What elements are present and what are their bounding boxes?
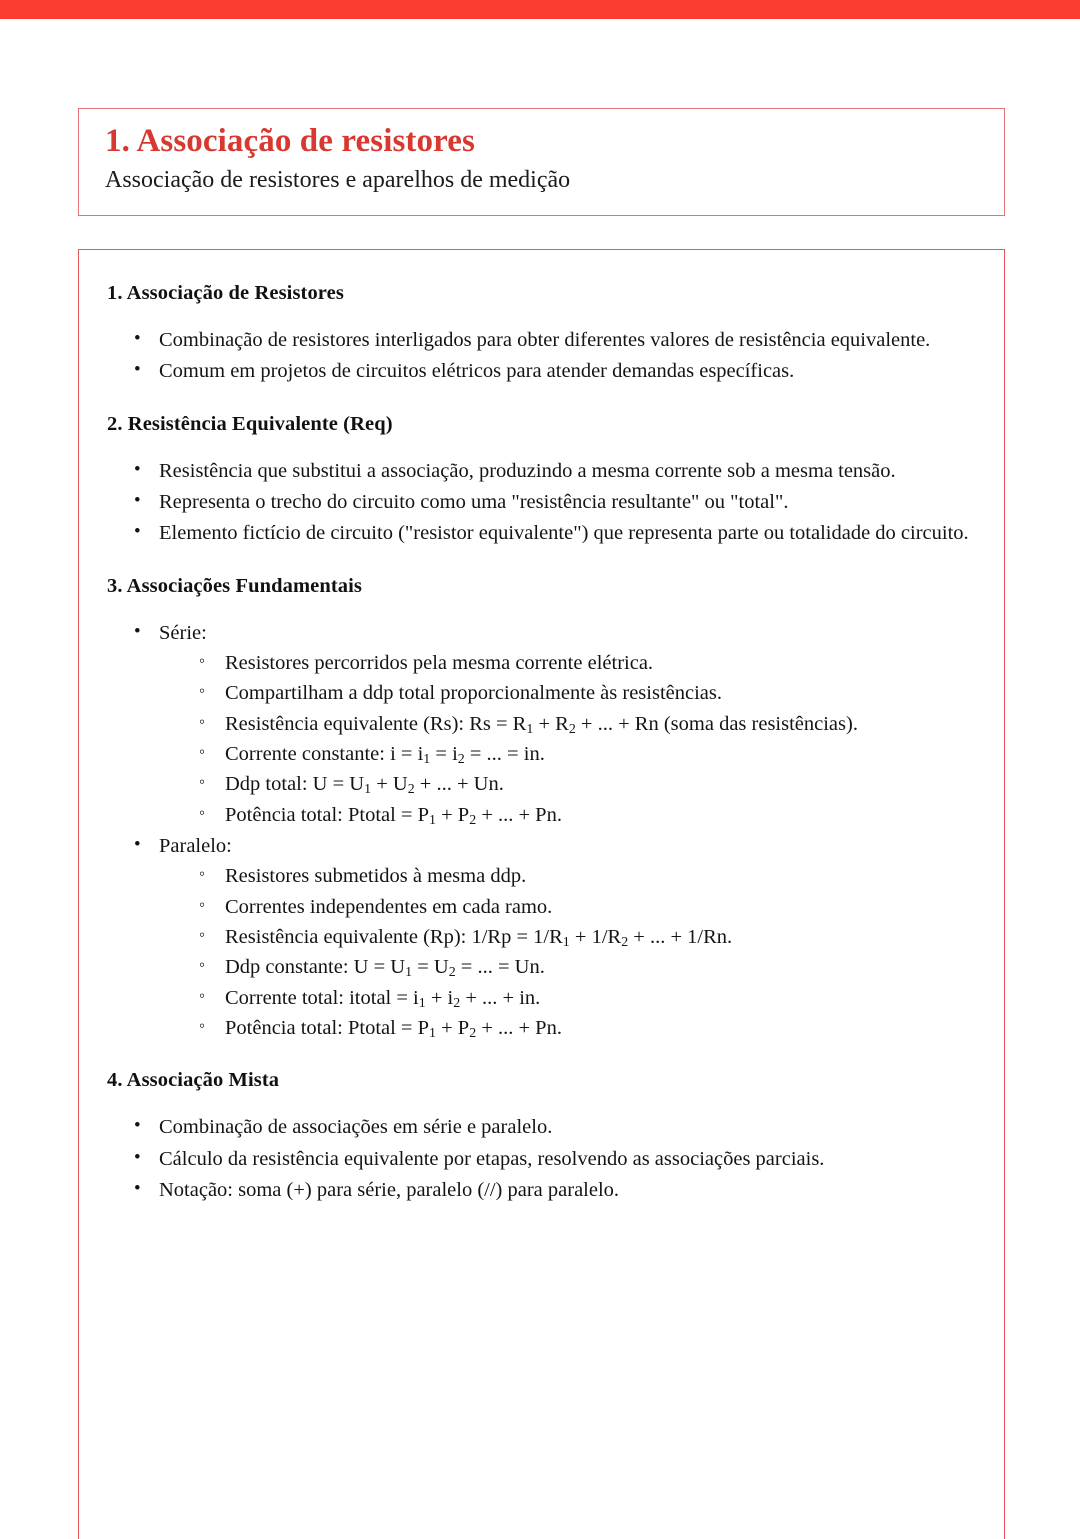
sub-list-item <box>195 739 970 769</box>
sub-list-item <box>195 861 970 891</box>
list-item-group <box>129 618 970 830</box>
list-item <box>129 325 970 355</box>
list-item <box>129 1175 970 1205</box>
list-item <box>129 518 970 548</box>
page-title: 1. Associação de resistores <box>105 123 475 159</box>
page-subtitle: Associação de resistores e aparelhos de medição <box>105 166 571 193</box>
sub-list-item <box>195 800 970 830</box>
sub-bullet-list <box>159 861 970 1043</box>
sub-list-item <box>195 678 970 708</box>
list-item-text: • Representa o trecho do circuito como uma "resistência resultante" ou "total". <box>159 487 970 517</box>
sub-list-item-text: ◦ Corrente constante: $i = i_1 = i_2$ = ... = in. <box>225 739 970 769</box>
sub-list-item-text: ◦ Resistores percorridos pela mesma corrente elétrica. <box>225 648 970 678</box>
sub-bullet-list <box>159 648 970 830</box>
list-item-text: • Notação: soma (+) para série, paralelo (//) para paralelo. <box>159 1175 970 1205</box>
sections-container <box>107 282 970 1205</box>
sub-list-item-text: ◦ Corrente total: itotal = $i_1 + i_2$ + ... + in. <box>225 983 970 1013</box>
list-item <box>129 487 970 517</box>
group-label: • Série: <box>159 618 970 648</box>
content-section <box>107 413 970 549</box>
bullet-list <box>107 618 970 1044</box>
list-item <box>129 456 970 486</box>
list-item <box>129 1144 970 1174</box>
sub-list-item <box>195 769 970 799</box>
document-header-box <box>78 108 1005 216</box>
sub-list-item-text: ◦ Potência total: Ptotal = $P_1 + P_2$ + ... + Pn. <box>225 1013 970 1043</box>
list-item <box>129 1112 970 1142</box>
document-content-box <box>78 249 1005 1539</box>
sub-list-item <box>195 709 970 739</box>
sub-list-item-text: ◦ Resistores submetidos à mesma ddp. <box>225 861 970 891</box>
list-item-text: • Cálculo da resistência equivalente por etapas, resolvendo as associações parciais. <box>159 1144 970 1174</box>
sub-list-item-text: ◦ Correntes independentes em cada ramo. <box>225 892 970 922</box>
sub-list-item <box>195 648 970 678</box>
bullet-list <box>107 1112 970 1205</box>
sub-list-item-text: ◦ Resistência equivalente (Rp): $1/Rp = 1/R_1 + 1/R_2$ + ... + 1/Rn. <box>225 922 970 952</box>
sub-list-item-text: ◦ Potência total: Ptotal = $P_1 + P_2$ + ... + Pn. <box>225 800 970 830</box>
content-section <box>107 282 970 387</box>
list-item-text: • Combinação de resistores interligados para obter diferentes valores de resistência equivalente. <box>159 325 970 355</box>
sub-list-item <box>195 983 970 1013</box>
sub-list-item <box>195 952 970 982</box>
sub-list-item <box>195 1013 970 1043</box>
content-section <box>107 575 970 1044</box>
section-heading: 4. Associação Mista <box>107 1069 280 1092</box>
list-item-text: • Elemento fictício de circuito ("resistor equivalente") que representa parte ou totalidade do circuito. <box>159 518 970 548</box>
bullet-list <box>107 325 970 387</box>
list-item-text: • Combinação de associações em série e paralelo. <box>159 1112 970 1142</box>
sub-list-item <box>195 922 970 952</box>
group-label: • Paralelo: <box>159 831 970 861</box>
section-heading: 1. Associação de Resistores <box>107 282 344 304</box>
content-section <box>107 1069 970 1205</box>
list-item-group <box>129 831 970 1043</box>
list-item-text: • Comum em projetos de circuitos elétricos para atender demandas específicas. <box>159 356 970 386</box>
document-page <box>0 19 1080 1528</box>
list-item <box>129 356 970 386</box>
top-accent-bar <box>0 0 1080 19</box>
sub-list-item-text: ◦ Ddp constante: $U = U_1 = U_2$ = ... = Un. <box>225 952 970 982</box>
list-item-text: • Resistência que substitui a associação, produzindo a mesma corrente sob a mesma tensão. <box>159 456 970 486</box>
sub-list-item-text: ◦ Compartilham a ddp total proporcionalmente às resistências. <box>225 678 970 708</box>
sub-list-item-text: ◦ Resistência equivalente (Rs): $Rs = R_1 + R_2$ + ... + Rn (soma das resistências). <box>225 709 970 739</box>
section-heading: 3. Associações Fundamentais <box>107 574 362 597</box>
sub-list-item <box>195 892 970 922</box>
bullet-list <box>107 456 970 549</box>
section-heading: 2. Resistência Equivalente (Req) <box>107 412 393 435</box>
sub-list-item-text: ◦ Ddp total: $U = U_1 + U_2$ + ... + Un. <box>225 769 970 799</box>
